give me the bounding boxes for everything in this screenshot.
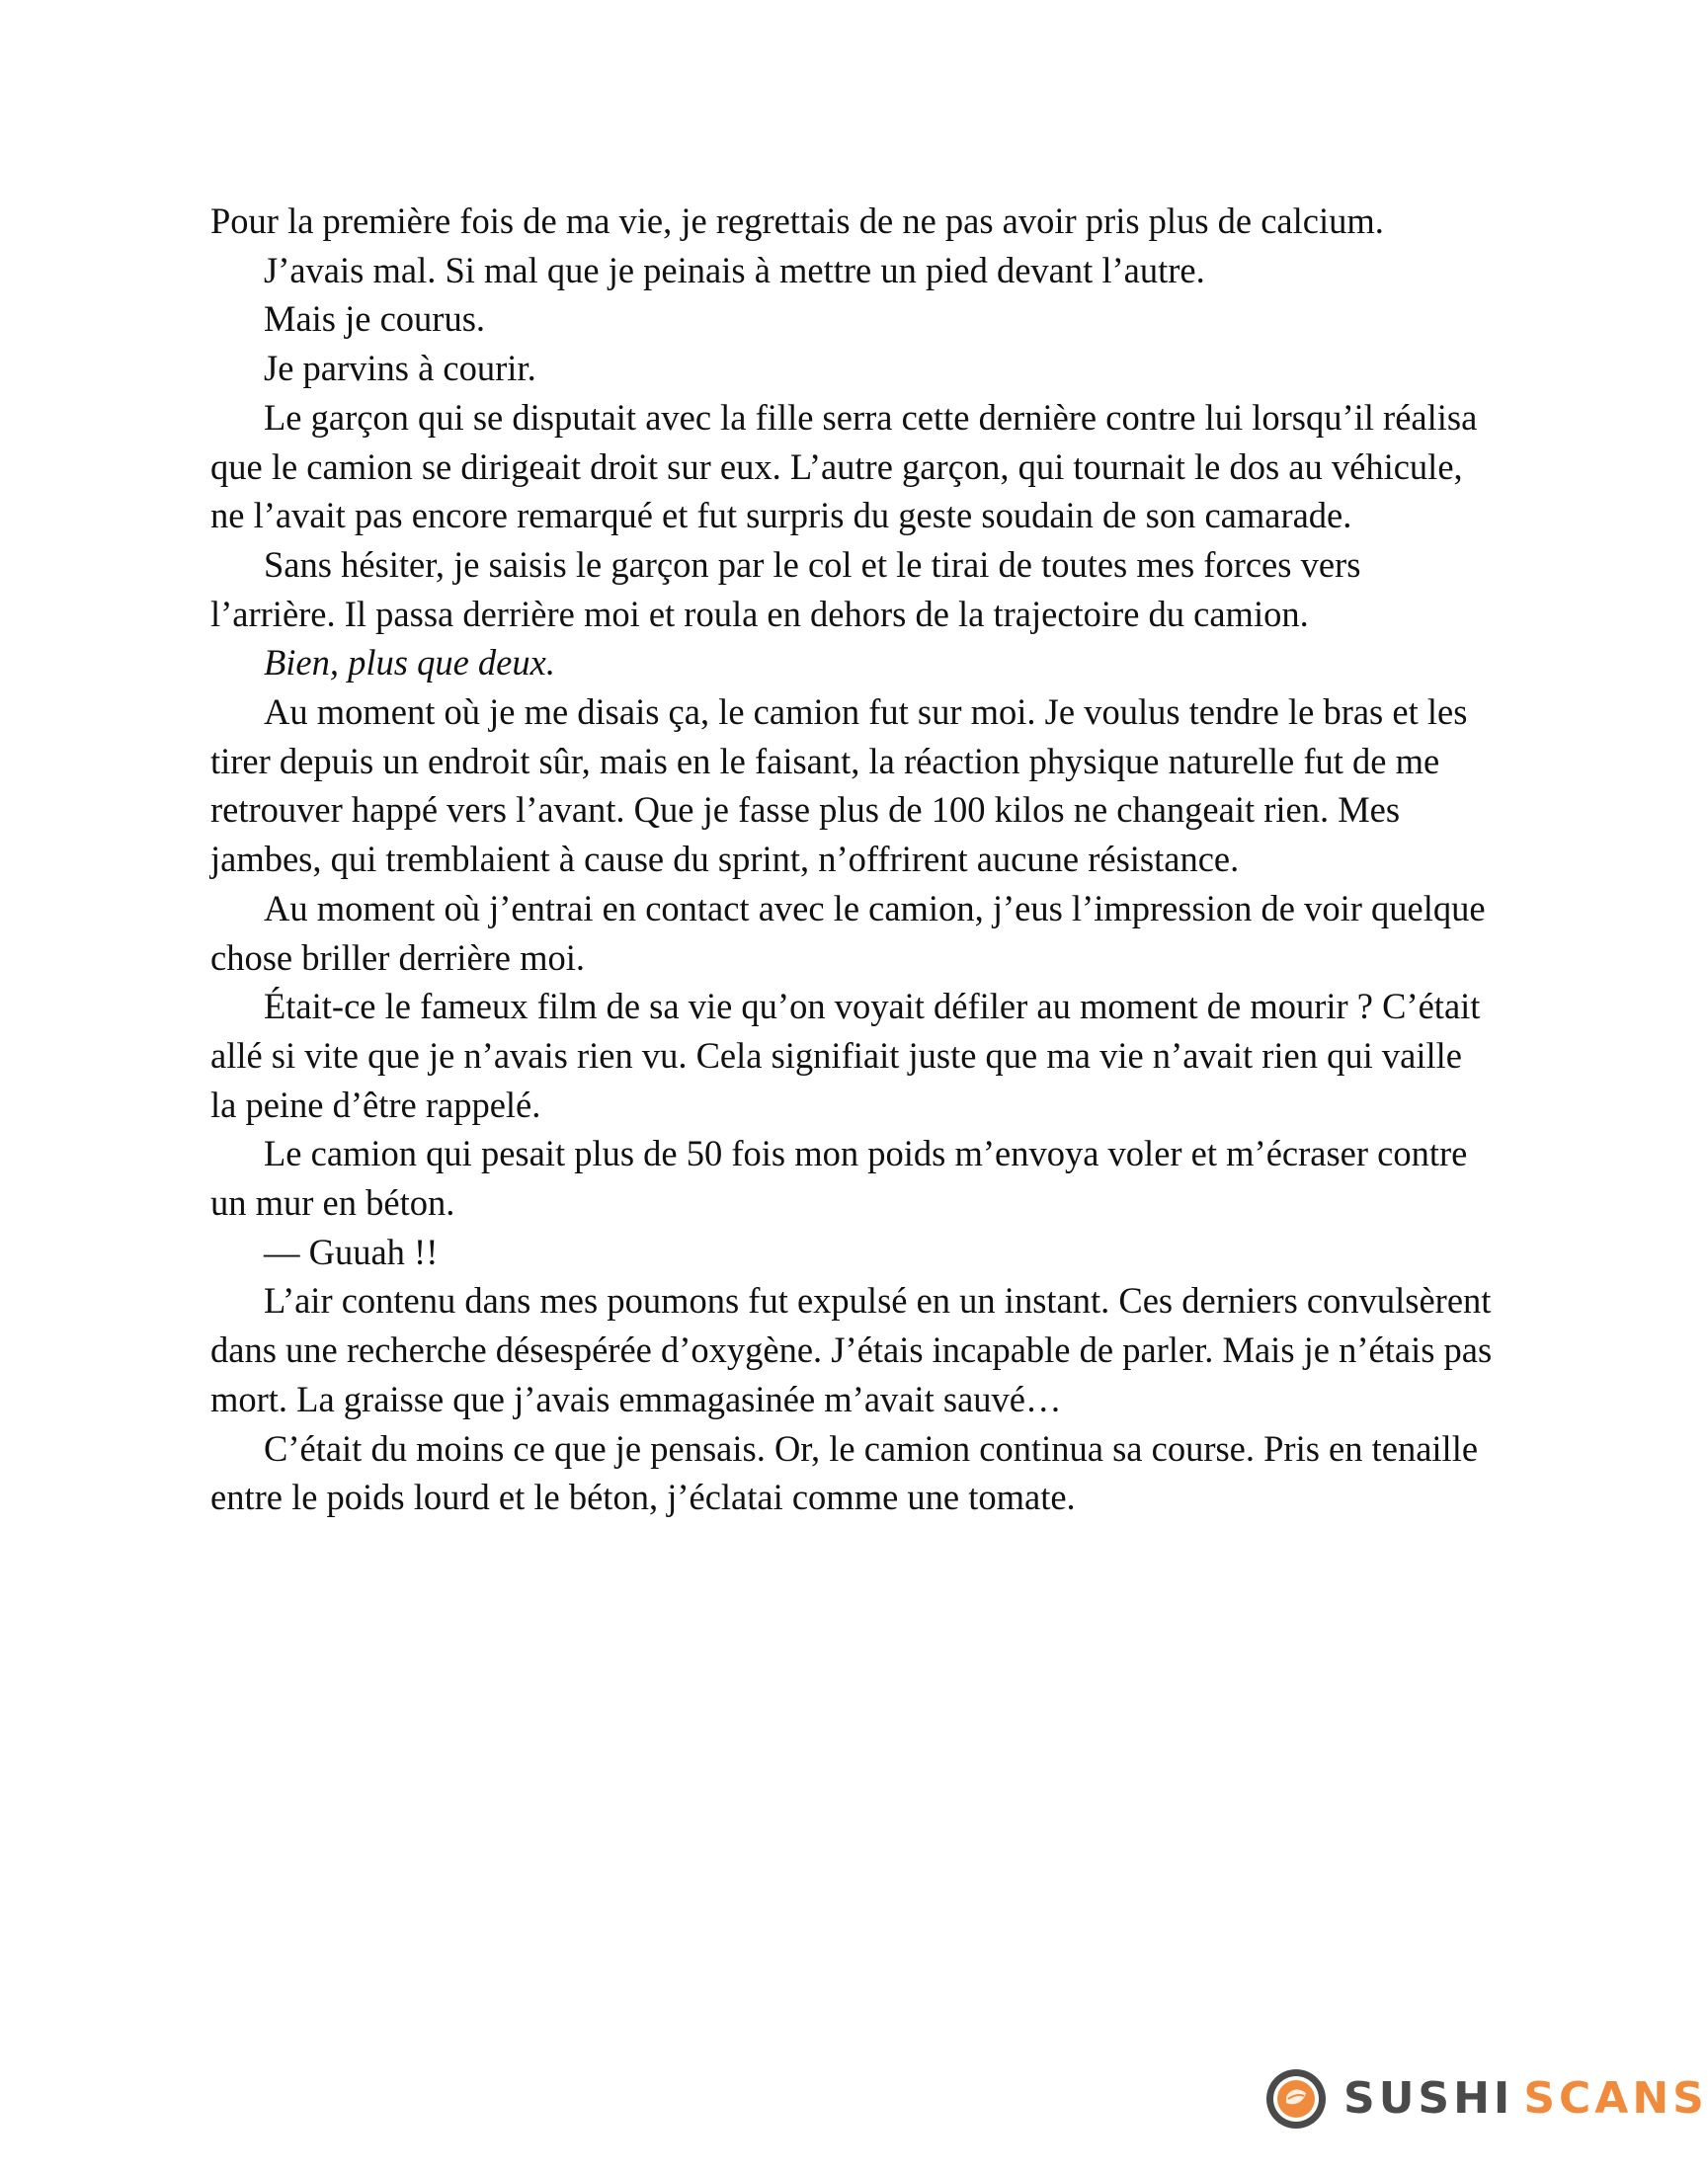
- paragraph: C’était du moins ce que je pensais. Or, le camion continua sa course. Pris en tenaille entre le poids lourd et le béton, j’éclatai comme une tomate.: [210, 1427, 1479, 1518]
- paragraph: Sans hésiter, je saisis le garçon par le col et le tirai de toutes mes forces vers l’arrière. Il passa derrière moi et roula en dehors de la trajectoire du camion.: [210, 543, 1361, 634]
- watermark-text: [1343, 2067, 1708, 2131]
- sushi-logo-icon: [1264, 2067, 1328, 2131]
- paragraph: Je parvins à courir.: [264, 348, 536, 389]
- paragraph: Au moment où j’entrai en contact avec le camion, j’eus l’impression de voir quelque chose briller derrière moi.: [210, 887, 1486, 978]
- paragraph: Mais je courus.: [264, 298, 486, 340]
- watermark-logo: [1264, 2067, 1708, 2131]
- paragraph: Pour la première fois de ma vie, je regrettais de ne pas avoir pris plus de calcium.: [210, 201, 1384, 241]
- paragraph: Était-ce le fameux film de sa vie qu’on voyait défiler au moment de mourir ? C’était allé si vite que je n’avais rien vu. Cela signifiait juste que ma vie n’avait rien qui vaille la peine d’être rappelé.: [210, 986, 1481, 1125]
- paragraph: Le garçon qui se disputait avec la fille serra cette dernière contre lui lorsqu’il réalisa que le camion se dirigeait droit sur eux. L’autre garçon, qui tournait le dos au véhicule, ne l’avait pas encore remarqué et fut surpris du geste soudain de son camarade.: [210, 396, 1478, 536]
- paragraph: L’air contenu dans mes poumons fut expulsé en un instant. Ces derniers convulsèrent dans une recherche désespérée d’oxygène. J’étais incapable de parler. Mais je n’étais pas mort. La graisse que j’avais emmagasinée m’avait sauvé…: [210, 1280, 1493, 1419]
- paragraph: Le camion qui pesait plus de 50 fois mon poids m’envoya voler et m’écraser contre un mur en béton.: [210, 1133, 1468, 1224]
- watermark-word-sushi: SUSHI: [1343, 2073, 1514, 2124]
- paragraph-dialogue: — Guuah !!: [264, 1231, 439, 1272]
- paragraph-italic-thought: Bien, plus que deux.: [264, 642, 555, 684]
- document-body: [210, 197, 1495, 1522]
- watermark-word-scans: SCANS: [1523, 2073, 1708, 2124]
- paragraph: Au moment où je me disais ça, le camion fut sur moi. Je voulus tendre le bras et les tirer depuis un endroit sûr, mais en le faisant, la réaction physique naturelle fut de me retrouver happé vers l’avant. Que je fasse plus de 100 kilos ne changeait rien. Mes jambes, qui tremblaient à cause du sprint, n’offrirent aucune résistance.: [210, 691, 1468, 880]
- paragraph: J’avais mal. Si mal que je peinais à mettre un pied devant l’autre.: [264, 249, 1205, 290]
